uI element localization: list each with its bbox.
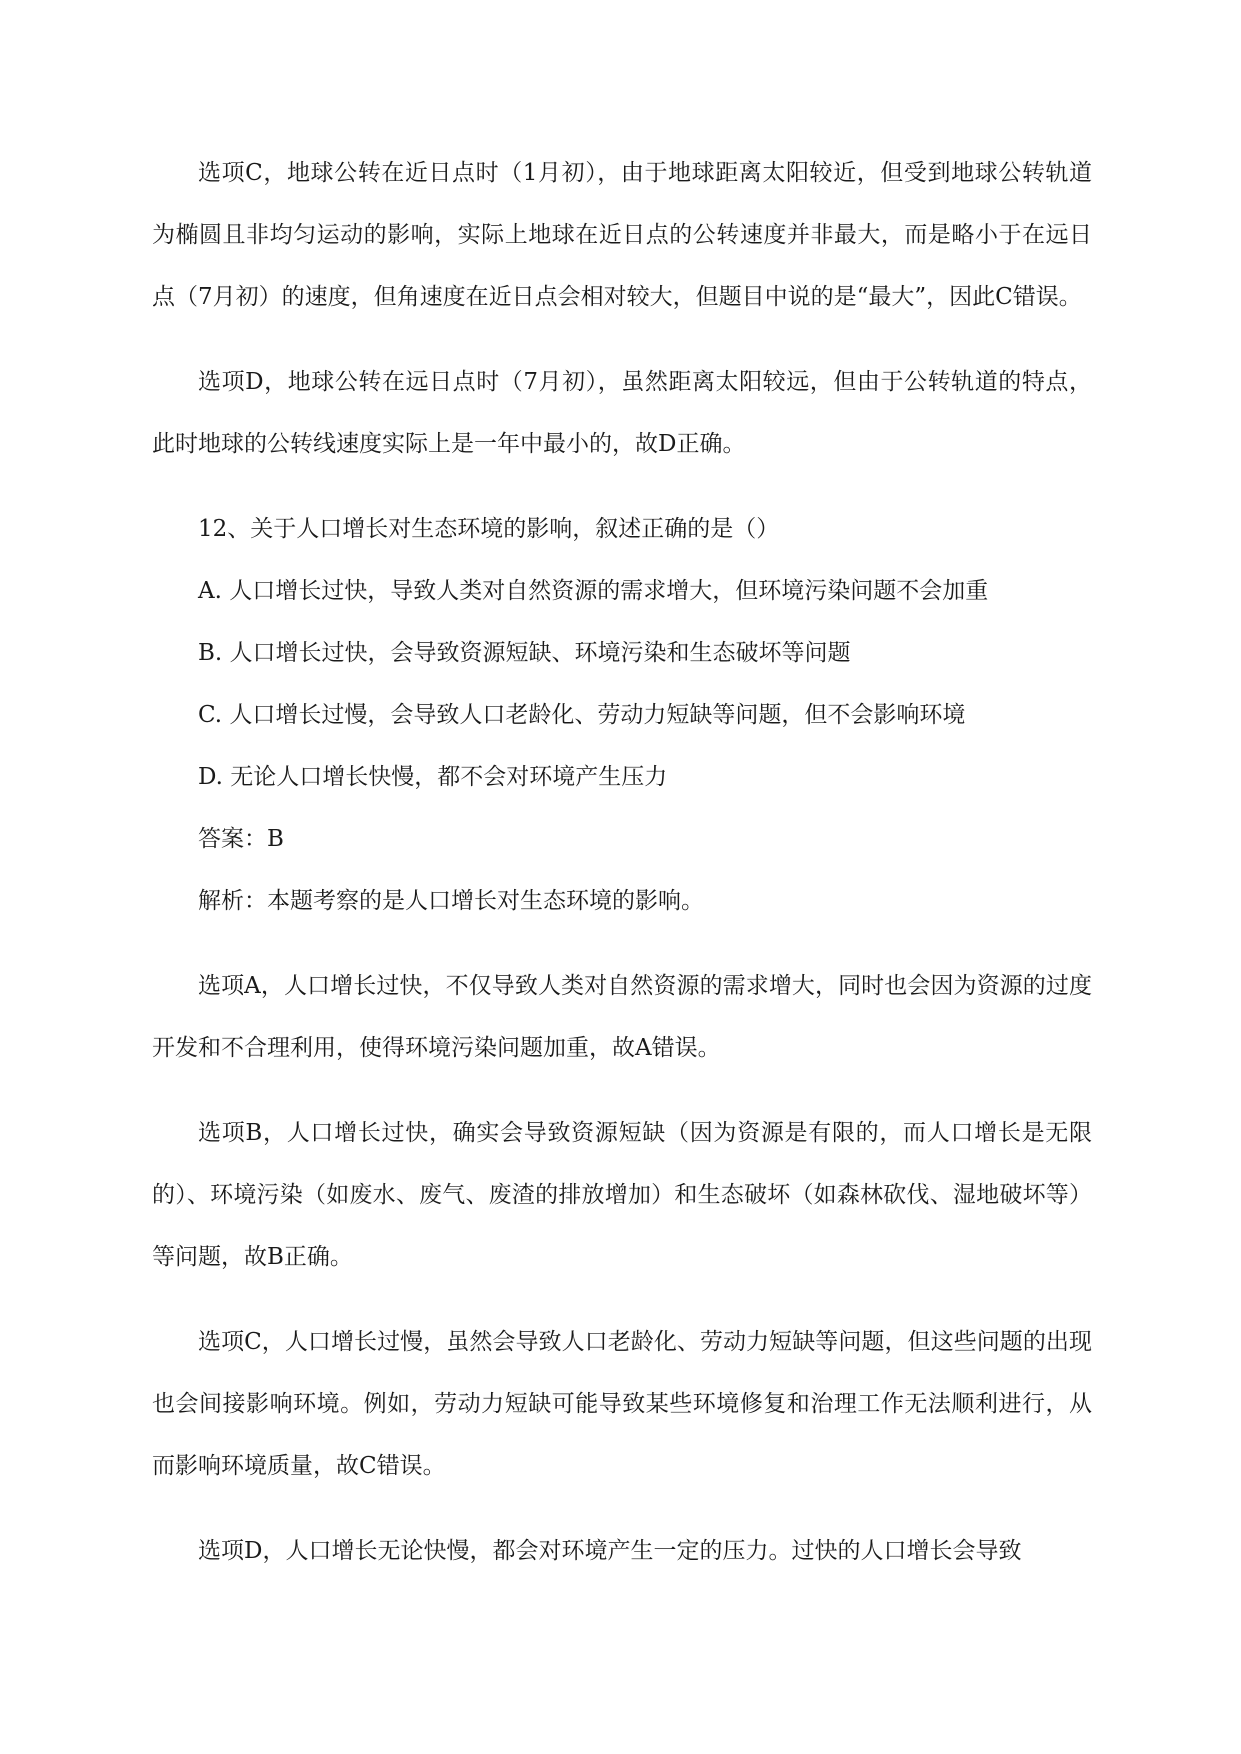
question-stem: 12、关于人口增长对生态环境的影响，叙述正确的是（） [198, 516, 780, 542]
document-body [152, 142, 1092, 1582]
answer-line: 答案：B [198, 826, 284, 852]
paragraph-option-c-earth: 选项C，地球公转在近日点时（1月初），由于地球距离太阳较近，但受到地球公转轨道为椭圆且非均匀运动的影响，实际上地球在近日点的公转速度并非最大，而是略小于在远日点（7月初）的速度，但角速度在近日点会相对较大，但题目中说的是“最大”，因此C错误。 [152, 160, 1092, 310]
analysis-option-b: 选项B，人口增长过快，确实会导致资源短缺（因为资源是有限的，而人口增长是无限的）、环境污染（如废水、废气、废渣的排放增加）和生态破坏（如森林砍伐、湿地破坏等）等问题，故B正确。 [152, 1120, 1092, 1270]
paragraph-option-d-earth: 选项D，地球公转在远日点时（7月初），虽然距离太阳较远，但由于公转轨道的特点，此时地球的公转线速度实际上是一年中最小的，故D正确。 [152, 369, 1092, 457]
question-option-a: A. 人口增长过快，导致人类对自然资源的需求增大，但环境污染问题不会加重 [198, 578, 989, 604]
question-option-d: D. 无论人口增长快慢，都不会对环境产生压力 [198, 764, 668, 790]
analysis-option-c: 选项C，人口增长过慢，虽然会导致人口老龄化、劳动力短缺等问题，但这些问题的出现也会间接影响环境。例如，劳动力短缺可能导致某些环境修复和治理工作无法顺利进行，从而影响环境质量，故C错误。 [152, 1329, 1092, 1479]
question-option-b: B. 人口增长过快，会导致资源短缺、环境污染和生态破坏等问题 [198, 640, 851, 666]
analysis-option-d: 选项D，人口增长无论快慢，都会对环境产生一定的压力。过快的人口增长会导致 [198, 1538, 1022, 1564]
question-option-c: C. 人口增长过慢，会导致人口老龄化、劳动力短缺等问题，但不会影响环境 [198, 702, 966, 728]
analysis-option-a: 选项A，人口增长过快，不仅导致人类对自然资源的需求增大，同时也会因为资源的过度开发和不合理利用，使得环境污染问题加重，故A错误。 [152, 973, 1092, 1061]
analysis-intro: 解析：本题考察的是人口增长对生态环境的影响。 [198, 888, 704, 914]
